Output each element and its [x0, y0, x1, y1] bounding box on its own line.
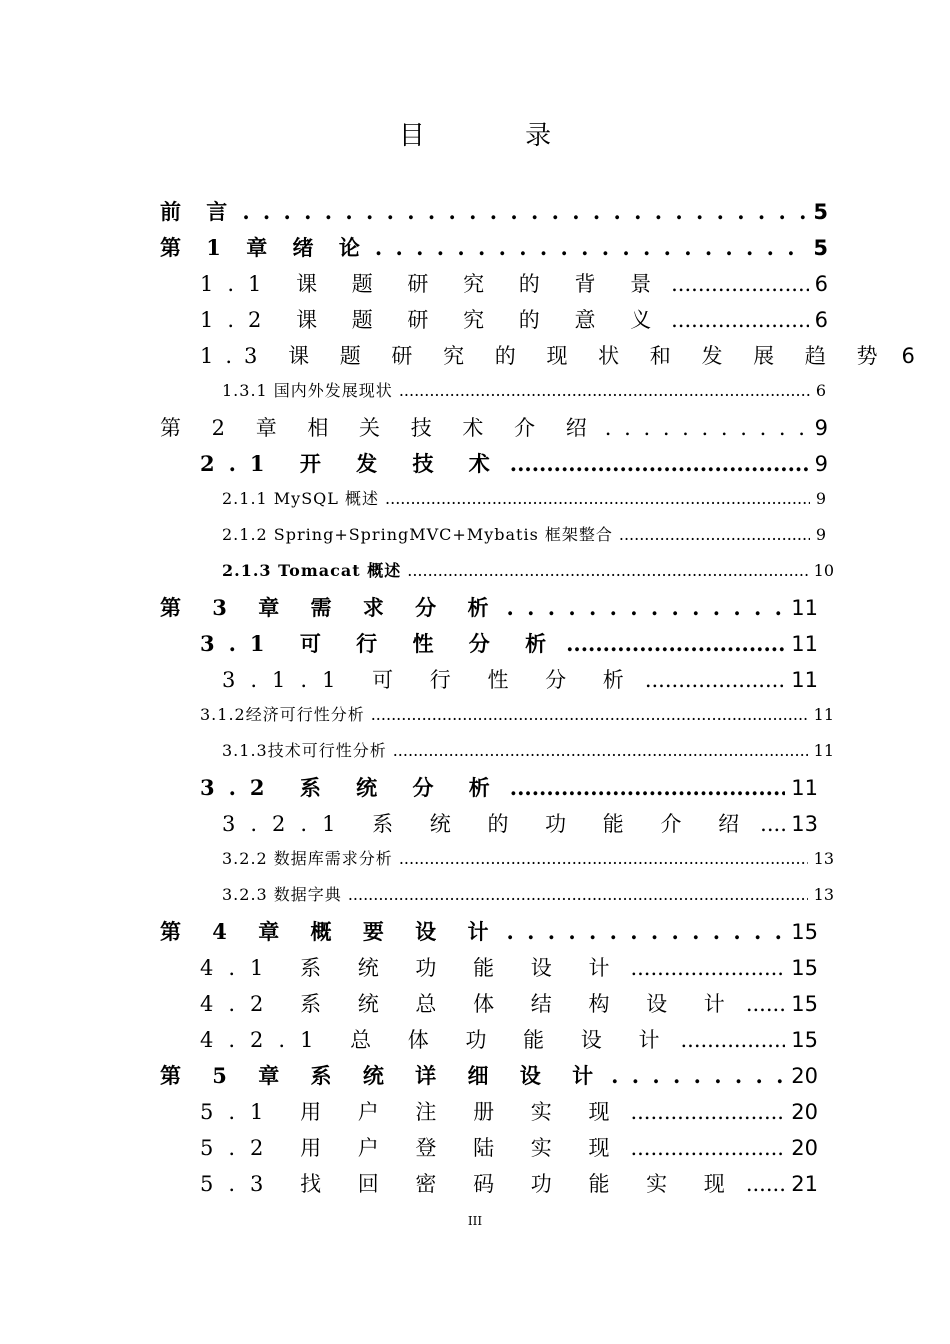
- toc-label: 3.2.2 数据库需求分析: [222, 849, 393, 868]
- toc-entry[interactable]: [200, 268, 828, 298]
- page-number: III: [467, 1214, 483, 1228]
- toc-entry[interactable]: [200, 702, 834, 725]
- toc-page: 11: [791, 596, 818, 620]
- toc-page: 6: [901, 344, 915, 368]
- toc-page: 6: [814, 308, 828, 332]
- toc-page: 20: [791, 1100, 818, 1124]
- toc-leader: [393, 741, 808, 760]
- toc-entry[interactable]: [222, 378, 826, 401]
- toc-page: 15: [791, 992, 818, 1016]
- toc-entry[interactable]: [200, 448, 828, 478]
- toc-page: 15: [791, 1028, 818, 1052]
- toc-label: 2.1.2 Spring+SpringMVC+Mybatis 框架整合: [222, 525, 613, 544]
- toc-entry[interactable]: [222, 738, 834, 761]
- toc-entry[interactable]: [200, 772, 818, 802]
- toc-label: 第 3 章 需 求 分 析: [160, 595, 501, 620]
- toc-leader: [375, 235, 808, 260]
- toc-leader: [566, 631, 785, 656]
- toc-leader: [242, 199, 807, 224]
- toc-label: 3.1.3技术可行性分析: [222, 741, 387, 760]
- toc-entry[interactable]: [222, 808, 818, 838]
- toc-entry[interactable]: [222, 522, 826, 545]
- toc-leader: [348, 885, 808, 904]
- toc-label: 第 4 章 概 要 设 计: [160, 919, 501, 944]
- toc-label: 3.1 可 行 性 分 析: [200, 631, 561, 656]
- toc-leader: [385, 489, 810, 508]
- toc-entry[interactable]: [222, 846, 834, 869]
- toc-page: 9: [814, 416, 828, 440]
- toc-page: 9: [815, 525, 826, 544]
- toc-entry[interactable]: [200, 988, 818, 1018]
- toc-entry[interactable]: [222, 558, 834, 581]
- toc-label: 3.1.2经济可行性分析: [200, 705, 365, 724]
- toc-label: 第 5 章 系 统 详 细 设 计: [160, 1063, 606, 1088]
- toc-entry[interactable]: [200, 1132, 818, 1162]
- toc-label: 5.2 用 户 登 陆 实 现: [200, 1136, 625, 1160]
- toc-entry[interactable]: [222, 882, 834, 905]
- toc-page: 10: [813, 561, 834, 580]
- toc-page: 9: [815, 489, 826, 508]
- toc-page: 11: [813, 705, 834, 724]
- toc-page: 5: [813, 200, 828, 224]
- toc-label: 3.2.3 数据字典: [222, 885, 342, 904]
- toc-label: 1.1 课 题 研 究 的 背 景: [200, 272, 666, 296]
- toc-entry[interactable]: [160, 412, 828, 442]
- toc-leader: [746, 1172, 785, 1196]
- toc-page: 11: [813, 741, 834, 760]
- toc-leader: [506, 919, 785, 944]
- toc-label: 4.2.1 总 体 功 能 设 计: [200, 1028, 675, 1052]
- toc-page: 9: [814, 452, 828, 476]
- toc-label: 4.1 系 统 功 能 设 计: [200, 956, 625, 980]
- toc-entry[interactable]: [200, 628, 818, 658]
- toc-page: 13: [813, 849, 834, 868]
- toc-page: 13: [813, 885, 834, 904]
- toc-leader: [630, 956, 785, 980]
- toc-leader: [399, 381, 810, 400]
- toc-entry[interactable]: [222, 664, 818, 694]
- toc-page: 13: [791, 812, 818, 836]
- toc-entry[interactable]: [160, 232, 828, 262]
- toc-leader: [746, 992, 785, 1016]
- toc-label: 4.2 系 统 总 体 结 构 设 计: [200, 992, 740, 1016]
- toc-leader: [630, 1136, 785, 1160]
- toc-entry[interactable]: [160, 592, 818, 622]
- toc-entry[interactable]: [160, 1060, 818, 1090]
- toc-label: 3.1.1 可 行 性 分 析: [222, 668, 639, 692]
- toc-entry[interactable]: [200, 1096, 818, 1126]
- toc-leader: [760, 812, 785, 836]
- toc-entry[interactable]: [200, 304, 828, 334]
- toc-leader: [506, 595, 785, 620]
- toc-label: 2.1.3 Tomacat 概述: [222, 561, 402, 580]
- toc-leader: [671, 308, 809, 332]
- toc-label: 前 言: [160, 199, 237, 224]
- toc-label: 5.1 用 户 注 册 实 现: [200, 1100, 625, 1124]
- toc-label: 2.1.1 MySQL 概述: [222, 489, 380, 508]
- toc-page: 21: [791, 1172, 818, 1196]
- toc-label: 5.3 找 回 密 码 功 能 实 现: [200, 1172, 740, 1196]
- toc-label: 2.1 开 发 技 术: [200, 451, 504, 476]
- toc-page: 20: [791, 1064, 818, 1088]
- toc-label: 1.3 课 题 研 究 的 现 状 和 发 展 趋 势: [200, 344, 890, 368]
- toc-entry[interactable]: [222, 486, 826, 509]
- toc-page: 5: [813, 236, 828, 260]
- toc-leader: [407, 561, 807, 580]
- toc-entry[interactable]: [200, 340, 915, 370]
- toc-leader: [619, 525, 810, 544]
- toc-leader: [630, 1100, 785, 1124]
- toc-leader: [605, 416, 809, 440]
- toc-page: 6: [814, 272, 828, 296]
- toc-page: 15: [791, 956, 818, 980]
- toc-entry[interactable]: [160, 196, 828, 226]
- toc-page: 6: [815, 381, 826, 400]
- toc-leader: [680, 1028, 785, 1052]
- toc-entry[interactable]: [200, 1168, 818, 1198]
- toc-entry[interactable]: [160, 916, 818, 946]
- toc-leader: [371, 705, 808, 724]
- toc-leader: [645, 668, 785, 692]
- toc-page: 11: [791, 668, 818, 692]
- toc-entry[interactable]: [200, 1024, 818, 1054]
- page-title: 目 录: [398, 121, 598, 151]
- toc-label: 3.2 系 统 分 析: [200, 775, 504, 800]
- toc-page: 15: [791, 920, 818, 944]
- toc-label: 3.2.1 系 统 的 功 能 介 绍: [222, 812, 755, 836]
- toc-entry[interactable]: [200, 952, 818, 982]
- toc-page: 11: [791, 776, 818, 800]
- toc-leader: [611, 1063, 785, 1088]
- toc-leader: [510, 451, 809, 476]
- toc-label: 1.2 课 题 研 究 的 意 义: [200, 308, 666, 332]
- toc-page: 20: [791, 1136, 818, 1160]
- toc-leader: [671, 272, 809, 296]
- toc-leader: [399, 849, 808, 868]
- toc-label: 1.3.1 国内外发展现状: [222, 381, 393, 400]
- toc-label: 第 2 章 相 关 技 术 介 绍: [160, 416, 599, 440]
- toc-label: 第 1 章 绪 论: [160, 235, 369, 260]
- toc-leader: [510, 775, 785, 800]
- toc-page: 11: [791, 632, 818, 656]
